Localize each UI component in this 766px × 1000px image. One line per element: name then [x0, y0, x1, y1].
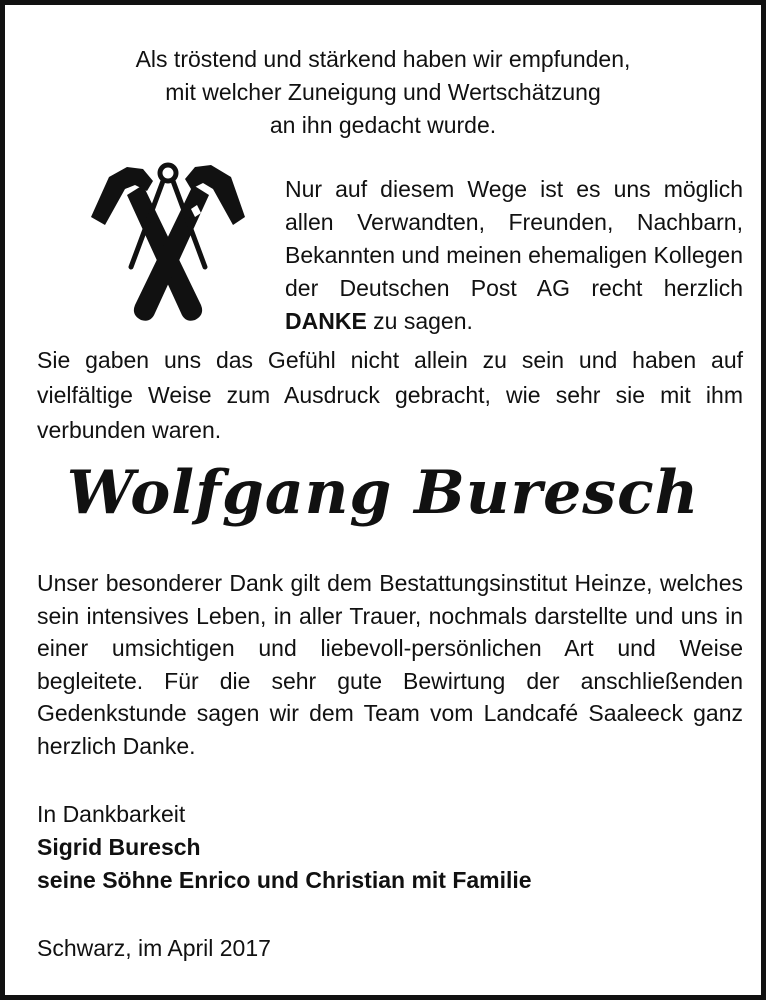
signer-name: Sigrid Buresch	[37, 834, 201, 860]
closing-salutation: In Dankbarkeit	[37, 801, 186, 827]
feeling-paragraph: Sie gaben uns das Gefühl nicht allein zu sein und haben auf vielfältige Weise zum Ausdruck gebracht, wie sehr sie mit ihm verbunden waren.	[37, 347, 743, 443]
place-date: Schwarz, im April 2017	[37, 935, 271, 961]
thanks-text-before: Nur auf diesem Wege ist es uns möglich allen Verwandten, Freunden, Nachbarn, Bekannten und meinen ehemaligen Kollegen der Deutschen Post AG recht herzlich	[285, 176, 743, 301]
intro-line-3: an ihn gedacht wurde.	[269, 112, 497, 138]
intro-line-2: mit welcher Zuneigung und Wertschätzung	[165, 79, 601, 105]
special-thanks-paragraph: Unser besonderer Dank gilt dem Bestattungsinstitut Heinze, welches sein intensives Leben, in aller Trauer, nochmals darstellte und uns in einer umsichtigen und liebevoll-persönlichen Art und Weise begleitete. Für die sehr gute Bewirtung der anschließenden Gedenkstunde sagen wir dem Team vom Landcafé Saaleeck ganz herzlich Danke.	[37, 570, 743, 759]
intro-text	[25, 43, 741, 142]
intro-line-1: Als tröstend und stärkend haben wir empfunden,	[135, 46, 631, 72]
deceased-name: Wolfgang Buresch	[66, 458, 700, 528]
crossed-roofer-hammers-icon	[83, 155, 253, 327]
closing-block	[37, 798, 743, 897]
thanks-paragraph	[285, 173, 743, 338]
signer-family: seine Söhne Enrico und Christian mit Familie	[37, 867, 532, 893]
thanks-text-after: zu sagen.	[366, 308, 473, 334]
danke-emphasis: DANKE	[285, 308, 367, 334]
